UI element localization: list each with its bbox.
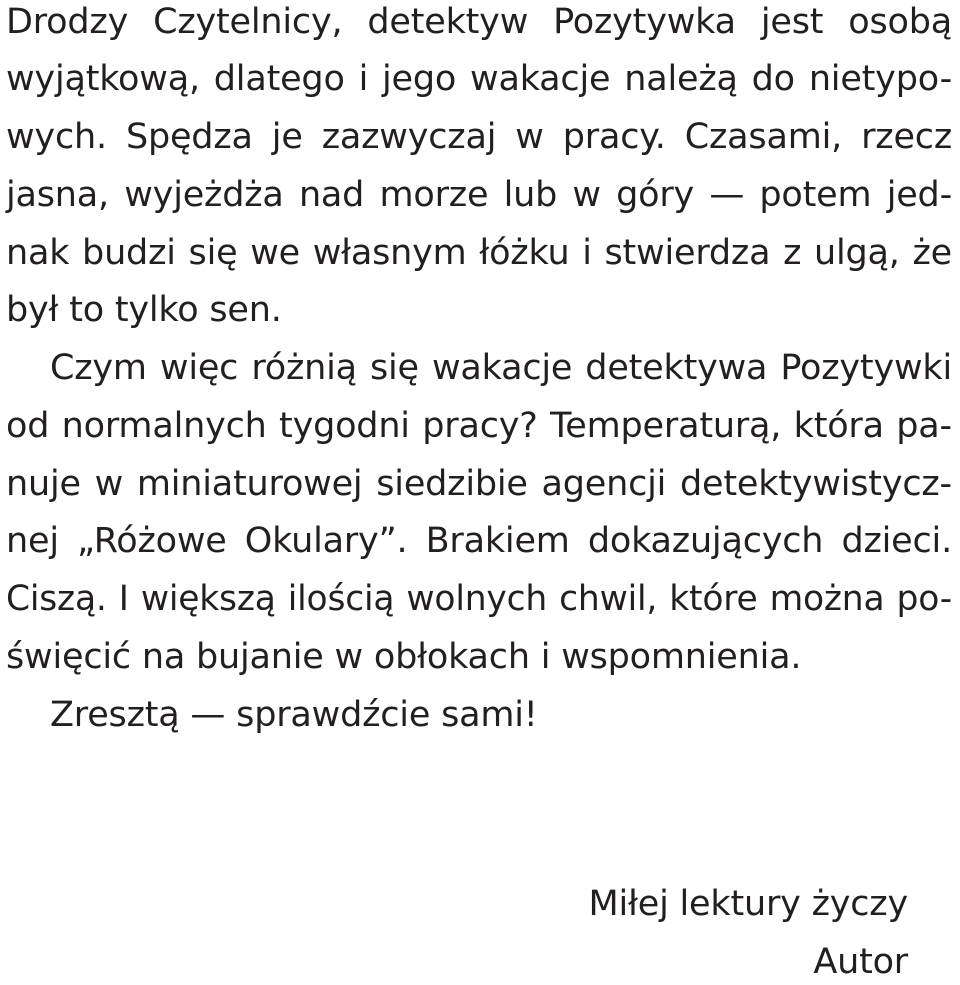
text-line: Czym więc różnią się wakacje detektywa Pozytywki bbox=[50, 348, 952, 388]
signature-greeting: Miłej lektury życzy bbox=[588, 884, 908, 924]
text-line: jasna, wyjeżdża nad morze lub w góry — potem jed- bbox=[6, 175, 952, 215]
text-line: nuje w miniaturowej siedzibie agencji detektywistycz- bbox=[6, 464, 952, 504]
text-line: nak budzi się we własnym łóżku i stwierdza z ulgą, że bbox=[6, 233, 952, 273]
text-line: Ciszą. I większą ilością wolnych chwil, które można po- bbox=[6, 579, 952, 619]
text-line: nej „Różowe Okulary”. Brakiem dokazujących dzieci. bbox=[6, 521, 952, 561]
signature-author: Autor bbox=[813, 942, 908, 982]
text-line: Drodzy Czytelnicy, detektyw Pozytywka jest osobą bbox=[6, 2, 952, 42]
text-line: Zresztą — sprawdźcie sami! bbox=[50, 695, 538, 735]
text-line: był to tylko sen. bbox=[6, 290, 282, 330]
text-line: święcić na bujanie w obłokach i wspomnienia. bbox=[6, 637, 802, 677]
text-line: wyjątkową, dlatego i jego wakacje należą do nietypo- bbox=[6, 59, 952, 99]
text-line: od normalnych tygodni pracy? Temperaturą, która pa- bbox=[6, 406, 952, 446]
text-line: wych. Spędza je zazwyczaj w pracy. Czasami, rzecz bbox=[6, 117, 952, 157]
